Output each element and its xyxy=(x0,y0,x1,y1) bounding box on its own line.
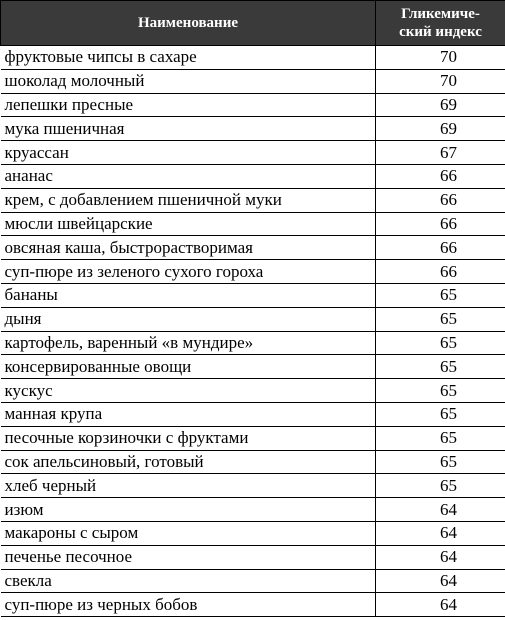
glycemic-index-cell: 64 xyxy=(376,521,505,545)
table-row xyxy=(1,212,505,236)
glycemic-index-cell: 67 xyxy=(376,141,505,165)
table-row xyxy=(1,355,505,379)
table-row xyxy=(1,69,505,93)
food-name-cell: крем, с добавлением пшеничной муки xyxy=(1,188,376,212)
table-row xyxy=(1,379,505,403)
glycemic-index-cell: 65 xyxy=(376,379,505,403)
glycemic-index-cell: 65 xyxy=(376,331,505,355)
glycemic-index-cell: 64 xyxy=(376,498,505,522)
table-row xyxy=(1,474,505,498)
food-name-cell: мюсли швейцарские xyxy=(1,212,376,236)
glycemic-index-cell: 66 xyxy=(376,188,505,212)
food-name-cell: макароны с сыром xyxy=(1,521,376,545)
table-row xyxy=(1,545,505,569)
table-row xyxy=(1,93,505,117)
glycemic-index-cell: 65 xyxy=(376,474,505,498)
glycemic-index-cell: 65 xyxy=(376,450,505,474)
header-row xyxy=(1,1,505,46)
table-row xyxy=(1,188,505,212)
table-row xyxy=(1,283,505,307)
food-name-cell: мука пшеничная xyxy=(1,117,376,141)
glycemic-index-cell: 70 xyxy=(376,46,505,70)
glycemic-index-cell: 70 xyxy=(376,69,505,93)
food-name-cell: ананас xyxy=(1,164,376,188)
food-name-cell: хлеб черный xyxy=(1,474,376,498)
food-name-cell: овсяная каша, быстрорастворимая xyxy=(1,236,376,260)
table-row xyxy=(1,117,505,141)
table-row xyxy=(1,426,505,450)
food-name-cell: картофель, варенный «в мундире» xyxy=(1,331,376,355)
glycemic-index-cell: 66 xyxy=(376,260,505,284)
food-name-cell: печенье песочное xyxy=(1,545,376,569)
glycemic-index-cell: 66 xyxy=(376,164,505,188)
food-name-cell: суп-пюре из черных бобов xyxy=(1,593,376,617)
food-name-cell: лепешки пресные xyxy=(1,93,376,117)
food-name-cell: шоколад молочный xyxy=(1,69,376,93)
table-row xyxy=(1,164,505,188)
column-header-glycemic-index: Гликемиче- ский индекс xyxy=(376,1,505,46)
food-name-cell: сок апельсиновый, готовый xyxy=(1,450,376,474)
table-row xyxy=(1,331,505,355)
table-header xyxy=(1,1,505,46)
food-name-cell: фруктовые чипсы в сахаре xyxy=(1,46,376,70)
glycemic-index-cell: 66 xyxy=(376,212,505,236)
food-name-cell: дыня xyxy=(1,307,376,331)
food-name-cell: круассан xyxy=(1,141,376,165)
glycemic-index-cell: 64 xyxy=(376,593,505,617)
food-name-cell: свекла xyxy=(1,569,376,593)
food-name-cell: консервированные овощи xyxy=(1,355,376,379)
table-row xyxy=(1,236,505,260)
food-name-cell: бананы xyxy=(1,283,376,307)
table-row xyxy=(1,46,505,70)
glycemic-index-cell: 65 xyxy=(376,355,505,379)
glycemic-index-cell: 65 xyxy=(376,426,505,450)
glycemic-index-cell: 64 xyxy=(376,545,505,569)
table-row xyxy=(1,260,505,284)
glycemic-index-cell: 64 xyxy=(376,569,505,593)
food-name-cell: манная крупа xyxy=(1,402,376,426)
glycemic-index-cell: 65 xyxy=(376,307,505,331)
glycemic-index-cell: 69 xyxy=(376,93,505,117)
glycemic-index-cell: 66 xyxy=(376,236,505,260)
table-body xyxy=(1,46,505,617)
table-row xyxy=(1,141,505,165)
glycemic-index-cell: 65 xyxy=(376,402,505,426)
table-row xyxy=(1,593,505,617)
table-row xyxy=(1,450,505,474)
table-row xyxy=(1,498,505,522)
glycemic-index-cell: 65 xyxy=(376,283,505,307)
glycemic-index-cell: 69 xyxy=(376,117,505,141)
table-row xyxy=(1,521,505,545)
food-name-cell: изюм xyxy=(1,498,376,522)
food-name-cell: кускус xyxy=(1,379,376,403)
food-name-cell: суп-пюре из зеленого сухого гороха xyxy=(1,260,376,284)
table-row xyxy=(1,569,505,593)
food-name-cell: песочные корзиночки с фруктами xyxy=(1,426,376,450)
column-header-name: Наименование xyxy=(1,1,376,46)
table-row xyxy=(1,307,505,331)
table-row xyxy=(1,402,505,426)
